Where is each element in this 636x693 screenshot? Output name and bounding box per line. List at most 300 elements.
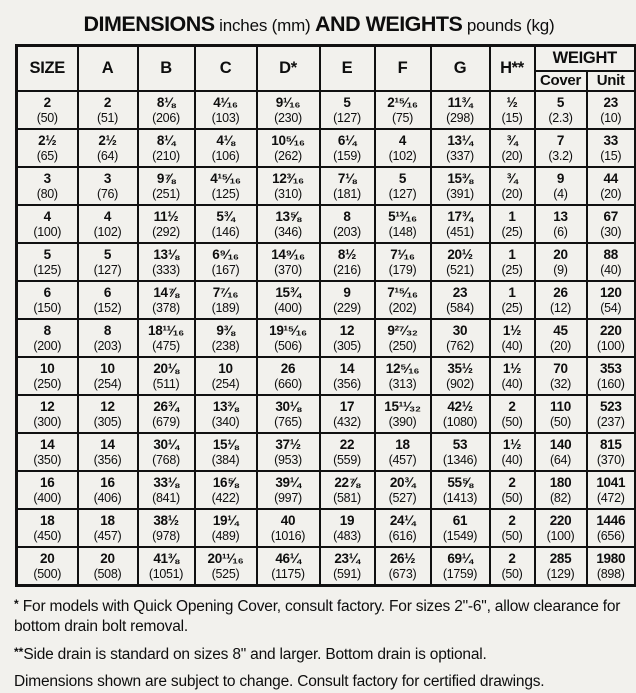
table-header [17,46,636,92]
value-mm: (100) [546,528,575,543]
value-mm: (12) [549,300,572,315]
table-cell [257,91,320,129]
value-mm: (1080) [442,414,478,429]
table-cell [320,91,375,129]
value-mm: (150) [33,300,62,315]
table-cell [257,471,320,509]
value-inches: 15⅜ [447,171,473,187]
table-cell [257,509,320,547]
value-mm: (292) [152,224,180,239]
title-and-weights: AND WEIGHTS [315,12,463,36]
value-inches: 8⅛ [156,95,176,111]
table-body [17,91,636,586]
table-cell [375,509,431,547]
value-mm: (159) [333,148,361,163]
value-inches: 12 [100,399,115,415]
table-cell [78,357,138,395]
table-cell [587,395,636,433]
value-inches: 10 [218,361,233,377]
title-pounds-kg: pounds (kg) [462,16,555,35]
value-inches: 13 [553,209,568,225]
table-cell [257,205,320,243]
table-cell [17,471,78,509]
value-inches: 33 [603,133,618,149]
value-mm: (457) [388,452,417,467]
value-mm: (54) [600,300,622,315]
col-header-e: E [320,46,375,92]
value-mm: (230) [274,110,302,125]
value-mm: (489) [211,528,240,543]
value-mm: (262) [274,148,302,163]
value-inches: 69¼ [447,551,473,567]
value-mm: (100) [596,338,625,353]
value-mm: (384) [211,452,240,467]
table-cell [195,433,257,471]
value-inches: 120 [599,285,622,301]
table-cell [535,205,587,243]
value-inches: 220 [549,513,572,529]
table-row [17,281,636,319]
footnote-text: For models with Quick Opening Cover, consult factory. For sizes 2"-6", allow clearance for bottom drain bolt removal. [14,598,621,636]
footnotes [14,597,624,693]
value-inches: 14 [40,437,55,453]
table-cell [195,129,257,167]
table-cell [535,509,587,547]
value-inches: 39¼ [275,475,301,491]
value-mm: (64) [96,148,119,163]
value-inches: 6⁹⁄₁₆ [212,247,239,263]
value-inches: 180 [549,475,572,491]
table-cell [138,243,195,281]
table-cell [535,129,587,167]
table-cell [431,357,490,395]
value-mm: (310) [274,186,302,201]
value-mm: (370) [274,262,302,277]
table-cell [195,395,257,433]
table-cell [535,243,587,281]
value-mm: (390) [388,414,417,429]
value-mm: (80) [36,186,58,201]
value-mm: (50) [501,490,523,505]
table-cell [78,129,138,167]
table-cell [587,167,636,205]
value-inches: 44 [603,171,618,187]
table-cell [257,243,320,281]
value-mm: (202) [388,300,417,315]
value-mm: (152) [93,300,122,315]
table-cell [490,547,535,586]
table-cell [78,319,138,357]
value-inches: 26 [280,361,296,377]
value-inches: 1 [508,247,516,263]
value-inches: 13⅝ [275,209,301,225]
table-cell [78,167,138,205]
value-inches: 2 [508,475,516,491]
value-inches: 9 [556,171,565,187]
value-inches: 17 [339,399,355,415]
value-mm: (82) [549,490,572,505]
table-cell [490,243,535,281]
value-mm: (581) [333,490,361,505]
value-mm: (10) [600,110,622,125]
value-inches: 8 [103,323,112,339]
page-title [10,12,628,37]
value-inches: 5¹³⁄₁₆ [388,209,417,225]
table-cell [17,357,78,395]
value-inches: 13⅜ [212,399,239,415]
value-mm: (160) [596,376,625,391]
table-cell [375,471,431,509]
value-mm: (216) [333,262,361,277]
table-cell [535,433,587,471]
table-cell [195,509,257,547]
table-cell [535,395,587,433]
table-cell [138,395,195,433]
table-cell [138,471,195,509]
value-inches: 12 [339,323,355,339]
value-mm: (210) [152,148,180,163]
table-cell [490,205,535,243]
value-mm: (20) [501,148,523,163]
value-mm: (333) [152,262,180,277]
value-inches: 38½ [153,513,179,529]
value-inches: 4 [43,209,51,225]
value-inches: 2 [508,551,516,567]
table-cell [138,547,195,586]
value-mm: (591) [333,566,361,581]
value-inches: 4¹⁵⁄₁₆ [210,171,241,187]
value-inches: 4¹⁄₁₆ [213,95,238,111]
value-inches: 20½ [447,247,473,263]
value-mm: (129) [546,566,575,581]
value-mm: (250) [33,376,62,391]
value-mm: (2.3) [548,110,573,125]
table-cell [587,129,636,167]
value-inches: 15⅛ [212,437,239,453]
table-cell [587,433,636,471]
value-mm: (432) [333,414,361,429]
table-cell [257,357,320,395]
value-inches: 5 [556,95,565,111]
value-inches: 2½ [98,133,117,149]
value-inches: 1 [508,285,516,301]
table-cell [257,319,320,357]
value-inches: 2½ [38,133,57,149]
table-cell [78,205,138,243]
value-mm: (76) [96,186,119,201]
value-inches: 41⅜ [153,551,179,567]
value-inches: 23 [603,95,618,111]
value-inches: 9⅜ [216,323,235,339]
value-inches: 10⁵⁄₁₆ [271,133,305,149]
value-inches: 2 [508,513,516,529]
value-mm: (40) [501,338,523,353]
value-mm: (673) [388,566,417,581]
table-cell [78,243,138,281]
value-mm: (250) [388,338,417,353]
table-cell [587,91,636,129]
value-inches: 30¼ [153,437,179,453]
value-inches: 88 [603,247,618,263]
value-mm: (203) [93,338,122,353]
value-mm: (300) [33,414,62,429]
value-inches: 3 [103,171,112,187]
table-cell [138,509,195,547]
value-inches: 26 [553,285,568,301]
value-inches: 2 [508,399,516,415]
value-mm: (50) [549,414,572,429]
table-cell [375,129,431,167]
table-cell [587,243,636,281]
footnote-marker: ** [14,644,24,659]
value-inches: ½ [506,95,518,111]
value-inches: 23 [452,285,468,301]
dimensions-weights-table [15,44,636,587]
table-row [17,433,636,471]
value-inches: 15¾ [275,285,301,301]
value-mm: (103) [211,110,240,125]
table-cell [375,357,431,395]
value-mm: (406) [93,490,122,505]
table-cell [17,509,78,547]
value-inches: 8 [343,209,351,225]
table-cell [587,471,636,509]
table-cell [375,547,431,586]
value-mm: (1051) [148,566,184,581]
value-inches: ¾ [506,171,518,187]
value-mm: (762) [446,338,474,353]
value-mm: (1549) [442,528,478,543]
col-header-weight-cover: Cover [535,71,587,91]
value-inches: 16 [100,475,115,491]
table-cell [78,509,138,547]
value-inches: 16⅝ [212,475,239,491]
table-cell [17,547,78,586]
value-mm: (189) [211,300,240,315]
value-mm: (30) [600,224,622,239]
table-cell [375,243,431,281]
table-cell [431,471,490,509]
value-mm: (127) [93,262,122,277]
table-cell [431,319,490,357]
value-mm: (305) [93,414,122,429]
table-cell [138,433,195,471]
footnote-dimensions-change [14,672,624,692]
value-mm: (40) [501,376,523,391]
value-inches: 7¹⁵⁄₁₆ [387,285,418,301]
value-mm: (50) [501,414,523,429]
value-inches: 53 [452,437,468,453]
value-inches: 1½ [502,437,522,453]
table-cell [17,91,78,129]
table-cell [257,281,320,319]
value-inches: 7⁷⁄₁₆ [212,285,239,301]
table-cell [17,281,78,319]
value-inches: 55⅝ [447,475,473,491]
table-row [17,357,636,395]
value-mm: (350) [33,452,62,467]
value-mm: (978) [152,528,180,543]
value-inches: 110 [550,399,571,415]
table-cell [320,357,375,395]
value-mm: (50) [36,110,58,125]
value-mm: (4) [553,186,568,201]
value-inches: 14 [339,361,355,377]
value-inches: 11¾ [447,95,473,111]
table-cell [195,205,257,243]
value-inches: 26¾ [153,399,179,415]
table-cell [535,167,587,205]
table-cell [17,395,78,433]
table-cell [320,471,375,509]
value-inches: 61 [452,513,468,529]
value-inches: 12 [40,399,55,415]
table-cell [17,129,78,167]
table-cell [535,281,587,319]
title-inches-mm: inches (mm) [214,16,316,35]
table-cell [138,205,195,243]
value-mm: (125) [33,262,62,277]
value-mm: (1346) [442,452,478,467]
value-inches: 20¾ [389,475,416,491]
value-inches: 2 [103,95,112,111]
value-inches: 18¹¹⁄₁₆ [148,323,184,339]
value-inches: 1041 [596,475,626,491]
table-cell [535,547,587,586]
value-mm: (32) [549,376,572,391]
value-mm: (1759) [442,566,478,581]
table-cell [78,547,138,586]
table-cell [17,167,78,205]
table-cell [375,395,431,433]
value-inches: 22⅞ [334,475,360,491]
value-inches: 20¹¹⁄₁₆ [207,551,244,567]
value-mm: (472) [596,490,625,505]
table-cell [257,129,320,167]
value-inches: 140 [549,437,572,453]
value-mm: (125) [211,186,240,201]
value-mm: (20) [549,338,572,353]
value-mm: (660) [274,376,302,391]
footnote-text: Dimensions shown are subject to change. Consult factory for certified drawings. [14,673,545,691]
table-cell [490,167,535,205]
table-cell [195,357,257,395]
value-mm: (102) [93,224,122,239]
table-cell [320,205,375,243]
value-mm: (200) [33,338,62,353]
value-mm: (584) [446,300,474,315]
table-cell [320,433,375,471]
value-mm: (457) [93,528,122,543]
table-cell [138,281,195,319]
table-cell [195,91,257,129]
table-cell [257,167,320,205]
value-inches: ¾ [506,133,518,149]
value-mm: (400) [33,490,62,505]
value-inches: 10 [40,361,55,377]
value-inches: 20 [553,247,568,263]
value-inches: 19¹⁵⁄₁₆ [269,323,307,339]
value-inches: 30⅛ [275,399,301,415]
value-mm: (370) [596,452,625,467]
value-inches: 7⅛ [337,171,357,187]
table-cell [431,91,490,129]
value-mm: (902) [446,376,474,391]
value-mm: (525) [211,566,240,581]
table-cell [431,509,490,547]
value-inches: 285 [549,551,572,567]
value-mm: (1413) [442,490,478,505]
value-mm: (6) [553,224,568,239]
value-inches: 70 [553,361,568,377]
table-cell [320,281,375,319]
value-inches: 3 [43,171,51,187]
value-mm: (475) [152,338,180,353]
value-mm: (102) [388,148,417,163]
table-cell [195,243,257,281]
value-inches: 18 [395,437,410,453]
table-cell [138,357,195,395]
value-inches: 42½ [447,399,473,415]
value-inches: 20 [40,551,55,567]
table-cell [78,91,138,129]
table-row [17,395,636,433]
table-row [17,319,636,357]
col-header-h: H** [490,46,535,92]
value-mm: (254) [211,376,240,391]
value-mm: (506) [274,338,302,353]
value-inches: 13¼ [447,133,473,149]
value-mm: (656) [596,528,625,543]
value-mm: (40) [600,262,622,277]
value-inches: 40 [280,513,296,529]
table-cell [320,395,375,433]
table-cell [257,547,320,586]
value-mm: (898) [596,566,625,581]
value-mm: (527) [388,490,417,505]
value-inches: 815 [599,437,622,453]
value-inches: 24¼ [389,513,416,529]
value-mm: (340) [211,414,240,429]
value-inches: 9⅞ [156,171,176,187]
value-inches: 37½ [275,437,301,453]
table-cell [78,395,138,433]
value-inches: 13⅛ [153,247,179,263]
value-mm: (106) [211,148,240,163]
value-mm: (51) [96,110,119,125]
value-mm: (305) [333,338,361,353]
value-inches: 14⁹⁄₁₆ [271,247,305,263]
table-cell [490,357,535,395]
value-inches: 18 [100,513,115,529]
table-cell [490,129,535,167]
value-inches: 353 [599,361,622,377]
value-inches: 16 [40,475,55,491]
table-cell [195,167,257,205]
value-mm: (1016) [270,528,306,543]
table-cell [587,319,636,357]
value-inches: 14⅞ [153,285,179,301]
table-cell [490,471,535,509]
value-mm: (400) [274,300,302,315]
value-mm: (25) [501,262,523,277]
table-cell [490,509,535,547]
col-header-weight-unit: Unit [587,71,636,91]
value-inches: 2 [43,95,51,111]
value-inches: 8¼ [156,133,176,149]
table-cell [138,167,195,205]
value-inches: 17¾ [447,209,473,225]
